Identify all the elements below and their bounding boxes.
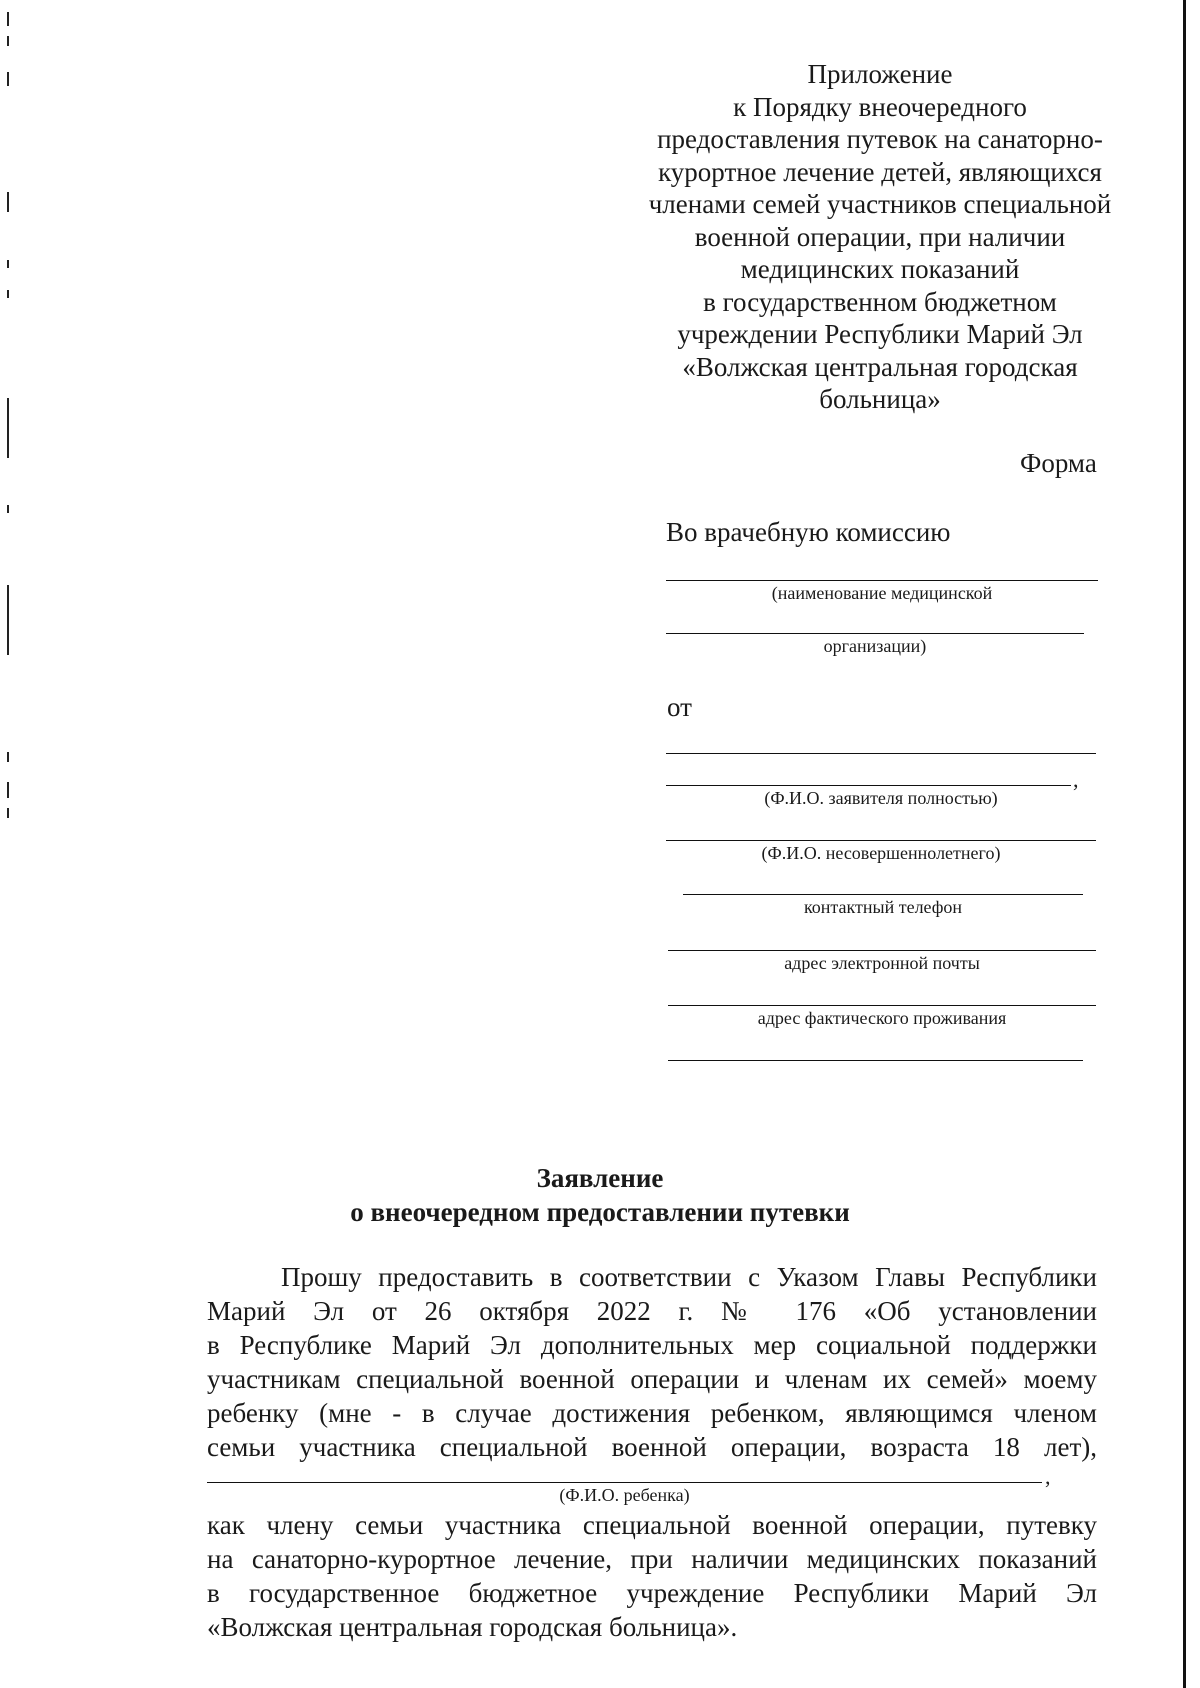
scan-mark: [7, 72, 9, 86]
applicant-name-field-line[interactable]: [666, 753, 1096, 754]
scan-mark: [7, 752, 9, 762]
appendix-header: [620, 58, 1140, 416]
body-line: в Республике Марий Эл дополнительных мер социальной поддержки: [207, 1330, 1097, 1360]
caption-child: (Ф.И.О. ребенка): [559, 1485, 690, 1505]
caption-email: адрес электронной почты: [784, 953, 980, 973]
scan-mark: [7, 585, 9, 655]
comma: ,: [1073, 767, 1079, 792]
appendix-line: Приложение: [807, 59, 953, 89]
caption-address: адрес фактического проживания: [757, 1008, 1007, 1028]
scan-mark: [7, 398, 9, 458]
child-name-field-line[interactable]: [207, 1482, 1042, 1483]
scan-mark: [7, 290, 9, 298]
scan-mark: [7, 782, 9, 798]
body-line: семьи участника специальной военной операции, возраста 18 лет),: [207, 1432, 1097, 1462]
org-name-field-line[interactable]: [666, 580, 1098, 581]
caption-org-1: (наименование медицинской: [771, 583, 993, 603]
phone-field-line[interactable]: [683, 894, 1083, 895]
body-line: Прошу предоставить в соответствии с Указом Главы Республики: [281, 1262, 1097, 1292]
caption-minor: (Ф.И.О. несовершеннолетнего): [761, 843, 1001, 863]
document-subtitle: о внеочередном предоставлении путевки: [350, 1197, 850, 1227]
scan-mark: [7, 260, 9, 268]
scan-mark: [7, 808, 9, 818]
body-line: в государственное бюджетное учреждение Республики Марий Эл: [207, 1578, 1097, 1608]
comma: ,: [1045, 1464, 1051, 1489]
org-name-field-line-2[interactable]: [666, 633, 1084, 634]
form-label: Форма: [1020, 448, 1097, 478]
body-line: на санаторно-курортное лечение, при наличии медицинских показаний: [207, 1544, 1097, 1574]
caption-phone: контактный телефон: [803, 897, 963, 917]
appendix-line: в государственном бюджетном: [703, 286, 1057, 317]
scan-mark: [7, 192, 9, 212]
body-line: ребенку (мне - в случае достижения ребенком, являющимся членом: [207, 1398, 1097, 1428]
appendix-line: членами семей участников специальной: [648, 189, 1112, 219]
appendix-line: учреждении Республики Марий Эл: [677, 319, 1083, 349]
appendix-line: «Волжская центральная городская: [682, 351, 1078, 382]
scan-mark: [7, 12, 9, 26]
from-label: от: [667, 692, 692, 722]
caption-applicant: (Ф.И.О. заявителя полностью): [764, 788, 998, 808]
document-title: Заявление: [536, 1163, 664, 1193]
appendix-line: предоставления путевок на санаторно-: [657, 124, 1103, 154]
appendix-line: военной операции, при наличии: [694, 221, 1066, 252]
body-line: «Волжская центральная городская больница».: [207, 1612, 738, 1642]
appendix-line: к Порядку внеочередного: [733, 91, 1027, 122]
address-field-line[interactable]: [668, 1005, 1096, 1006]
body-line: как члену семьи участника специальной военной операции, путевку: [207, 1510, 1097, 1540]
body-line: участникам специальной военной операции и членам их семей» моему: [207, 1364, 1097, 1394]
scan-mark: [7, 505, 9, 513]
appendix-line: больница»: [819, 384, 941, 414]
appendix-line: медицинских показаний: [740, 254, 1020, 284]
appendix-line: курортное лечение детей, являющихся: [658, 156, 1102, 187]
body-line: Марий Эл от 26 октября 2022 г. № 176 «Об установлении: [207, 1296, 1097, 1326]
caption-org-2: организации): [823, 636, 927, 656]
scan-mark: [7, 36, 9, 46]
address-field-line-2[interactable]: [668, 1060, 1083, 1061]
minor-name-field-line[interactable]: [666, 840, 1096, 841]
applicant-name-field-line-2[interactable]: [666, 785, 1071, 786]
email-field-line[interactable]: [668, 950, 1096, 951]
scan-edge-line: [1183, 0, 1186, 1688]
addressee-label: Во врачебную комиссию: [666, 517, 951, 547]
